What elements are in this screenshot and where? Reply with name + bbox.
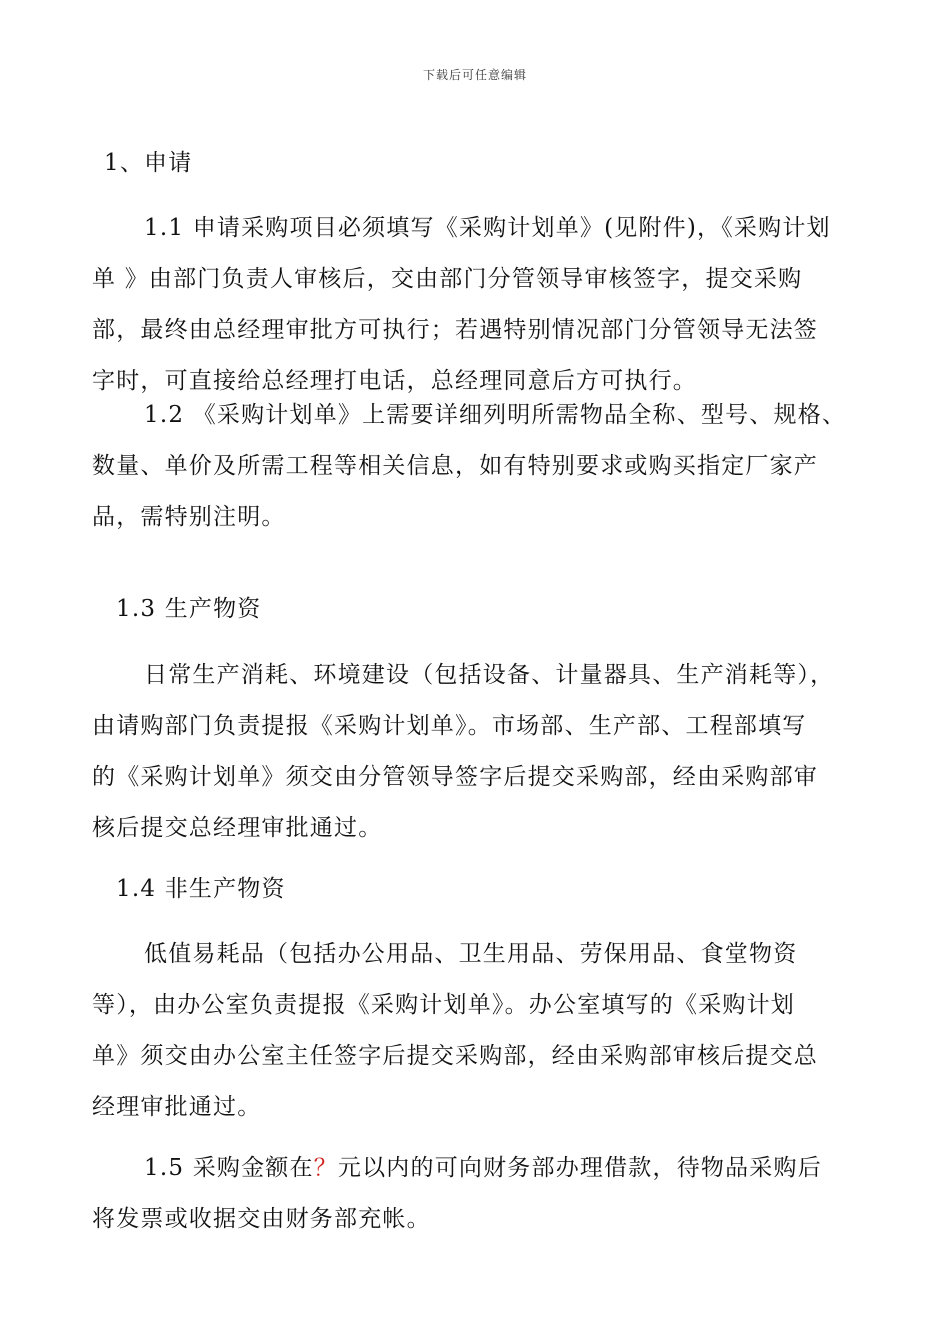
paragraph-line: 1.1 申请采购项目必须填写《采购计划单》(见附件)，《采购计划 — [144, 215, 831, 241]
paragraph-1-1 — [92, 203, 862, 407]
paragraph-line: 等），由办公室负责提报《采购计划单》。办公室填写的《采购计划 — [92, 992, 795, 1018]
paragraph-line: 单》须交由办公室主任签字后提交采购部，经由采购部审核后提交总 — [92, 1043, 818, 1069]
paragraph-line: 部，最终由总经理审批方可执行；若遇特别情况部门分管领导无法签 — [92, 317, 818, 343]
paragraph-line: 经理审批通过。 — [92, 1094, 262, 1120]
header-note: 下载后可任意编辑 — [422, 68, 527, 82]
paragraph-line: 1.2 《采购计划单》上需要详细列明所需物品全称、型号、规格、 — [144, 402, 847, 428]
amount-suffix: 元以内的可向财务部办理借款，待物品采购后 — [337, 1155, 822, 1181]
paragraph-line: 将发票或收据交由财务部充帐。 — [92, 1206, 431, 1232]
paragraph-1-5 — [92, 1143, 862, 1245]
section-title: 1、申请 — [104, 150, 193, 176]
amount-prefix: 1.5 采购金额在 — [144, 1155, 314, 1181]
paragraph-line — [92, 1143, 862, 1194]
paragraph-line: 由请购部门负责提报《采购计划单》。市场部、生产部、工程部填写 — [92, 713, 807, 739]
paragraph-1-4 — [92, 929, 862, 1133]
paragraph-1-3 — [92, 650, 862, 854]
question-mark: ？ — [313, 1155, 338, 1181]
heading-1-3: 1.3 生产物资 — [116, 596, 262, 622]
paragraph-1-2 — [92, 390, 862, 543]
paragraph-line: 品，需特别注明。 — [92, 504, 286, 530]
paragraph-line: 数量、单价及所需工程等相关信息，如有特别要求或购买指定厂家产 — [92, 453, 818, 479]
heading-1-4: 1.4 非生产物资 — [116, 876, 286, 902]
paragraph-line: 日常生产消耗、环境建设（包括设备、计量器具、生产消耗等）， — [144, 662, 835, 688]
paragraph-line: 的《采购计划单》须交由分管领导签字后提交采购部，经由采购部审 — [92, 764, 818, 790]
paragraph-line: 低值易耗品（包括办公用品、卫生用品、劳保用品、食堂物资 — [144, 941, 798, 967]
paragraph-line: 核后提交总经理审批通过。 — [92, 815, 383, 841]
paragraph-line: 单 》由部门负责人审核后，交由部门分管领导审核签字，提交采购 — [92, 266, 803, 292]
paragraph-line: 字时，可直接给总经理打电话，总经理同意后方可执行。 — [92, 368, 697, 394]
